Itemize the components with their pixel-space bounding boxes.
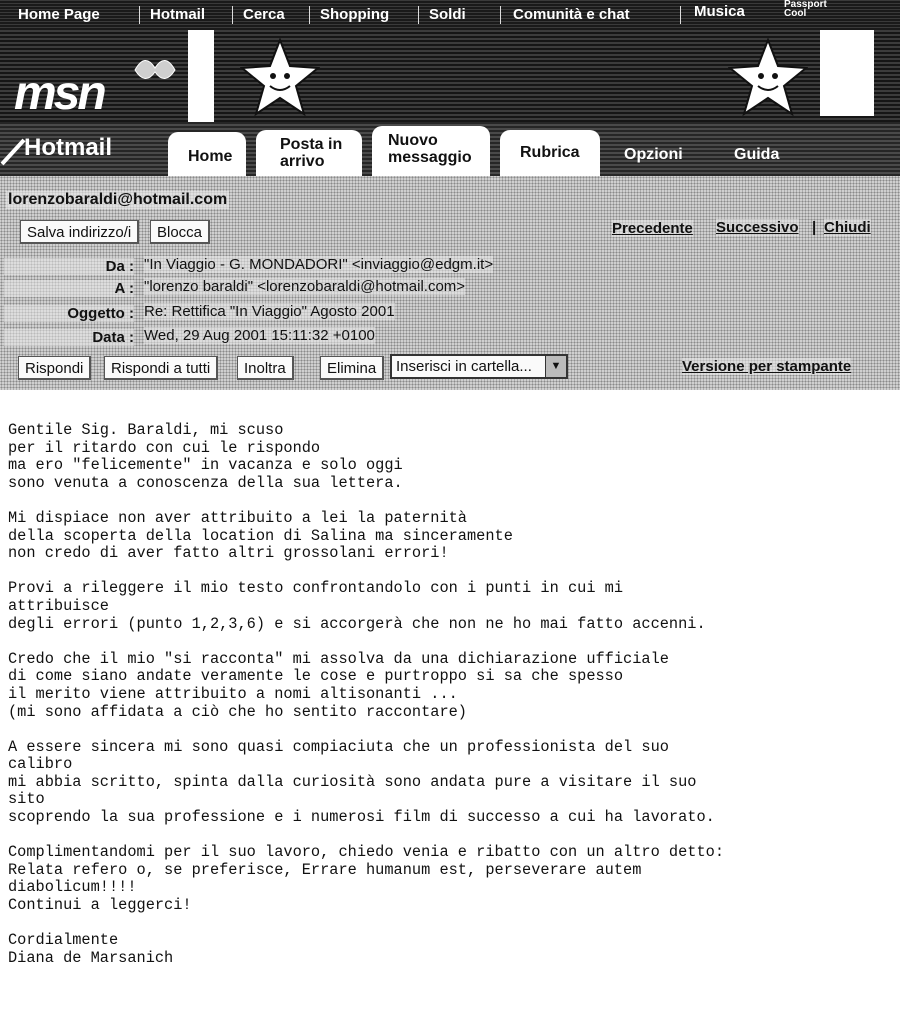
block-button[interactable]: Blocca (150, 220, 210, 244)
message-line (8, 563, 898, 581)
tab-posta-in-arrivo[interactable] (256, 130, 362, 176)
message-line: A essere sincera mi sono quasi compiaciuta che un professionista del suo (8, 737, 669, 756)
to-value: "lorenzo baraldi" <lorenzobaraldi@hotmail.com> (144, 278, 466, 295)
message-line: Mi dispiace non aver attribuito a lei la paternità (8, 508, 467, 527)
move-to-folder-value: Inserisci in cartella... (396, 358, 532, 375)
close-link[interactable]: Chiudi (824, 219, 871, 236)
message-header-panel (0, 176, 900, 390)
message-line: Diana de Marsanich (8, 948, 174, 967)
tab-home-label: Home (188, 148, 233, 165)
from-label: Da : (4, 258, 134, 275)
nav-cerca[interactable]: Cerca (243, 6, 285, 23)
date-label: Data : (4, 329, 134, 346)
message-line (8, 633, 898, 651)
nav-separator (418, 6, 419, 24)
message-line: ma ero "felicemente" in vacanza e solo oggi (8, 456, 403, 475)
account-email: lorenzobaraldi@hotmail.com (8, 191, 228, 208)
tab-guida[interactable]: Guida (734, 146, 780, 163)
message-line (8, 492, 898, 510)
message-line: sito (8, 790, 45, 809)
nav-musica[interactable]: Musica (694, 3, 745, 20)
date-value: Wed, 29 Aug 2001 15:11:32 +0100 (144, 327, 375, 344)
star-mascot-icon (728, 38, 808, 116)
message-line: Cordialmente (8, 931, 119, 950)
ad-placeholder-left (188, 30, 214, 122)
subject-value: Re: Rettifica "In Viaggio" Agosto 2001 (144, 303, 395, 320)
nav-comunita-e-chat[interactable]: Comunità e chat (513, 6, 630, 23)
ad-placeholder-right (820, 30, 874, 116)
message-line: non credo di aver fatto altri grossolani errori! (8, 544, 449, 563)
print-version-link[interactable]: Versione per stampante (682, 358, 852, 375)
message-body (8, 422, 898, 967)
butterfly-icon (130, 50, 180, 90)
message-line (8, 721, 898, 739)
message-line: degli errori (punto 1,2,3,6) e si accorgerà che non ne ho mai fatto accenni. (8, 614, 706, 633)
message-line: per il ritardo con cui le rispondo (8, 438, 321, 457)
tab-nuovo-messaggio-label: Nuovo messaggio (388, 132, 472, 166)
passport-label: Passport (784, 0, 827, 10)
previous-link[interactable]: Precedente (612, 220, 693, 237)
message-line: (mi sono affidata a ciò che ho sentito raccontare) (8, 702, 467, 721)
message-line (8, 827, 898, 845)
reply-all-button[interactable]: Rispondi a tutti (104, 356, 218, 380)
nav-shopping[interactable]: Shopping (320, 6, 390, 23)
message-line: scoprendo la sua professione e i numerosi film di successo a cui ha lavorato. (8, 808, 715, 827)
move-to-folder-select[interactable] (390, 354, 568, 379)
save-address-button[interactable]: Salva indirizzo/i (20, 220, 139, 244)
message-line: Relata refero o, se preferisce, Errare humanum est, perseverare autem (8, 860, 642, 879)
passport-sub-label: Cool (784, 8, 807, 19)
from-value: "In Viaggio - G. MONDADORI" <inviaggio@edgm.it> (144, 256, 494, 273)
nav-separator (139, 6, 140, 24)
nav-separator (680, 6, 681, 24)
message-line: il merito viene attribuito a nomi altisonanti ... (8, 684, 458, 703)
nav-hotmail[interactable]: Hotmail (150, 6, 206, 23)
forward-button[interactable]: Inoltra (237, 356, 294, 380)
nav-separator (309, 6, 310, 24)
reply-button[interactable]: Rispondi (18, 356, 91, 380)
passport-link[interactable] (784, 0, 827, 18)
dropdown-arrow-icon[interactable]: ▼ (545, 356, 566, 377)
hotmail-tab-bar (0, 122, 900, 176)
message-line: Complimentandomi per il suo lavoro, chiedo venia e ribatto con un altro detto: (8, 843, 725, 862)
msn-banner (0, 30, 900, 122)
tab-rubrica[interactable] (500, 130, 600, 176)
message-line: Credo che il mio "si racconta" mi assolva da una dichiarazione ufficiale (8, 649, 669, 668)
tab-rubrica-label: Rubrica (520, 144, 580, 161)
msn-logo[interactable]: msn (14, 67, 104, 120)
message-line: della scoperta della location di Salina ma sinceramente (8, 526, 513, 545)
nav-separator (232, 6, 233, 24)
delete-button[interactable]: Elimina (320, 356, 384, 380)
message-line: attribuisce (8, 596, 109, 615)
message-line: Continui a leggerci! (8, 896, 192, 915)
nav-soldi[interactable]: Soldi (429, 6, 466, 23)
tab-home[interactable] (168, 132, 246, 176)
message-line (8, 915, 898, 933)
nav-separator (500, 6, 501, 24)
message-line: Provi a rileggere il mio testo confrontandolo con i punti in cui mi (8, 579, 624, 598)
next-link[interactable]: Successivo (716, 219, 799, 236)
hotmail-swoosh-icon (0, 136, 26, 166)
to-label: A : (4, 280, 134, 297)
tab-nuovo-messaggio[interactable] (372, 126, 490, 176)
hotmail-title: Hotmail (24, 134, 113, 161)
message-line: calibro (8, 755, 73, 774)
tab-opzioni[interactable]: Opzioni (624, 146, 683, 163)
message-line: sono venuta a conoscenza della sua lettera. (8, 473, 403, 492)
message-line: diabolicum!!!! (8, 878, 137, 897)
subject-label: Oggetto : (4, 305, 134, 322)
tab-posta-in-arrivo-label: Posta in arrivo (280, 136, 343, 170)
nav-home-page[interactable]: Home Page (18, 6, 100, 23)
message-line: di come siano andate veramente le cose e purtroppo si sa che spesso (8, 667, 624, 686)
message-line: Gentile Sig. Baraldi, mi scuso (8, 421, 284, 439)
link-separator: | (812, 219, 817, 236)
message-line: mi abbia scritto, spinta dalla curiosità sono andata pure a visitare il suo (8, 772, 697, 791)
star-mascot-icon (240, 38, 320, 116)
top-nav (0, 0, 900, 30)
